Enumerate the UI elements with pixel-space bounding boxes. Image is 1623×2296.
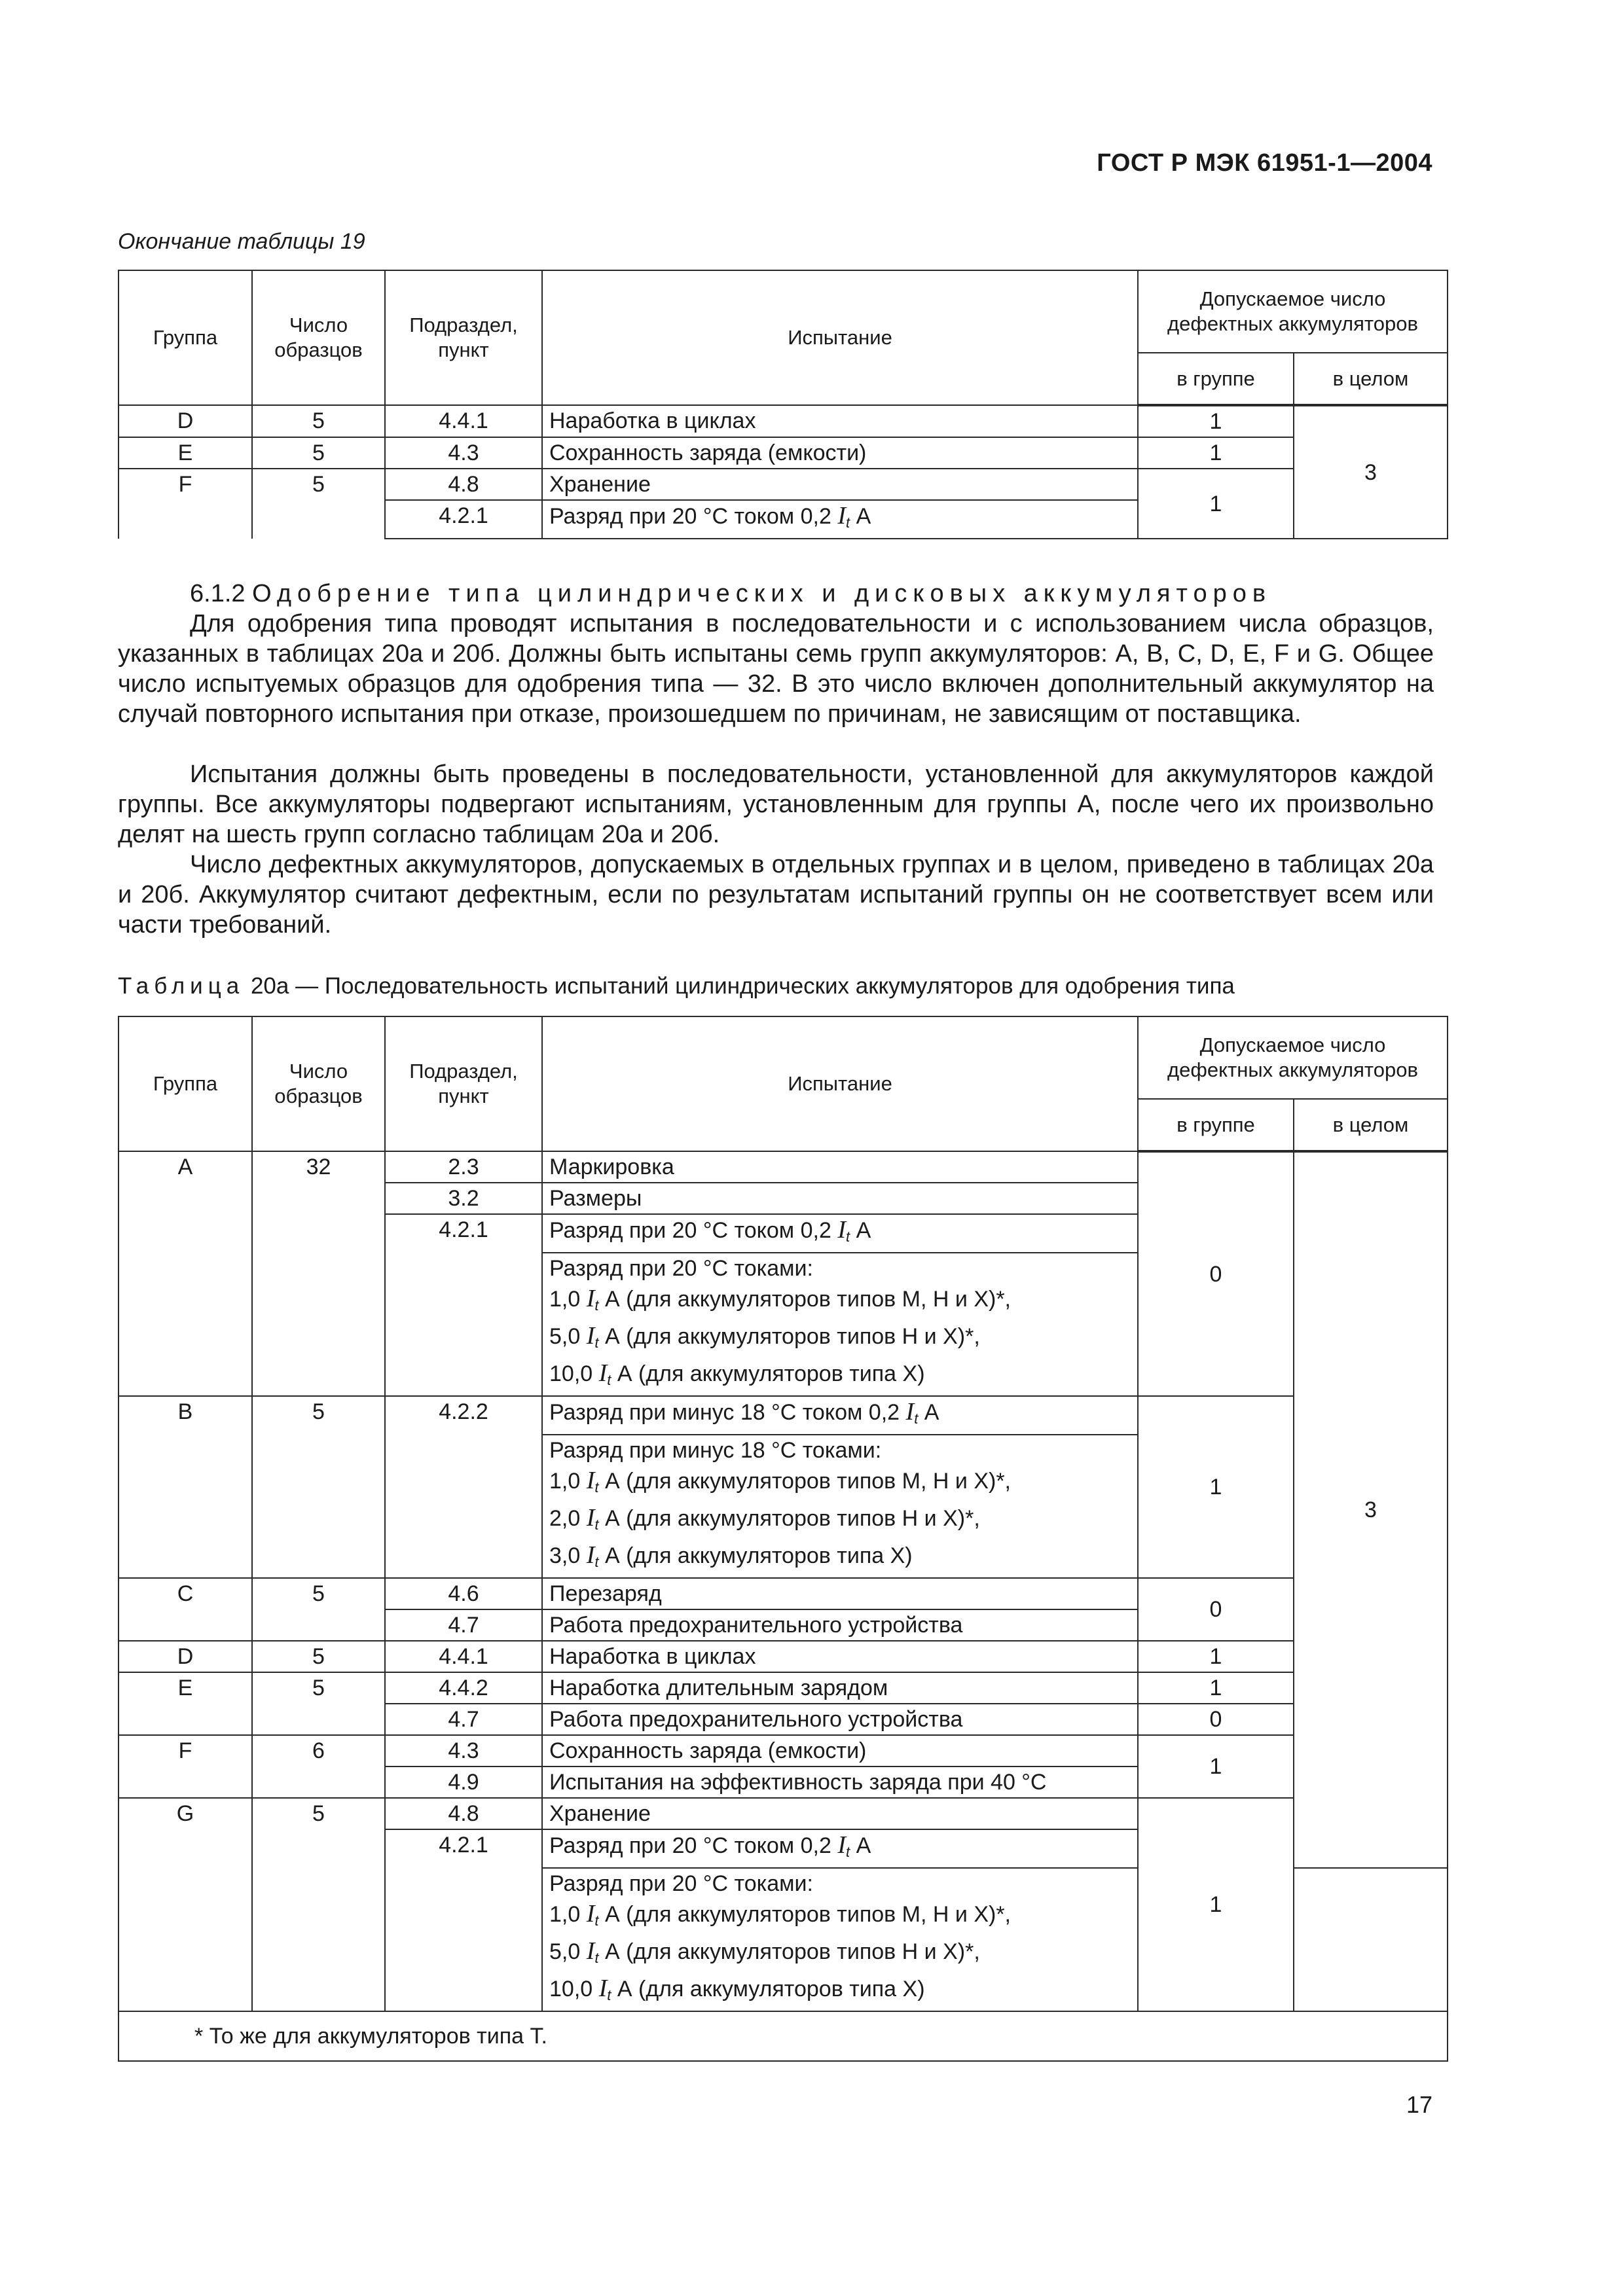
header-test: Испытание: [542, 1016, 1138, 1151]
section-number: 6.1.2: [190, 580, 246, 607]
table-continuation-label: Окончание таблицы 19: [118, 229, 365, 254]
cell-test: Работа предохранительного устройства: [542, 1609, 1138, 1641]
cell-clause: 3.2: [385, 1183, 542, 1214]
cell-test: Разряд при 20 °С током 0,2 $I_t$ А: [542, 500, 1138, 539]
cell-test: Разряд при 20 °С токами: 1,0 $I_t$ А (для аккумуляторов типов M, H и X)*, 5,0 $I_t$ А (для аккумуляторов типов H и X)*, 10,0 $I_t$ А (для аккумуляторов типа X): [542, 1253, 1138, 1396]
cell-clause: 4.3: [385, 437, 542, 469]
table-footnote-row: [119, 2011, 1448, 2061]
table-20a: [118, 1016, 1448, 2062]
table-20a-caption: [118, 973, 1235, 999]
cell-samples: 5: [252, 437, 385, 469]
header-in-group: в группе: [1138, 353, 1294, 405]
cell-clause: 4.4.1: [385, 405, 542, 437]
header-total: в целом: [1294, 1099, 1448, 1151]
cell-samples: 6: [252, 1735, 385, 1798]
page-number: 17: [1406, 2091, 1432, 2118]
header-samples: Число образцов: [252, 1016, 385, 1151]
table-footnote: * То же для аккумуляторов типа Т.: [119, 2011, 1448, 2061]
table-row: [119, 437, 1448, 469]
header-total: в целом: [1294, 353, 1448, 405]
cell-samples: 5: [252, 1578, 385, 1641]
cell-group: D: [119, 1641, 252, 1672]
cell-group: A: [119, 1151, 252, 1396]
paragraph-3: Число дефектных аккумуляторов, допускаемых в отдельных группах и в целом, приведено в таблицах 20а и 20б. Аккумулятор считают дефектным, если по результатам испытаний группы он не соответствует всем или части требований.: [118, 851, 1434, 939]
cell-in-group: 1: [1138, 437, 1294, 469]
cell-in-group: 1: [1138, 1735, 1294, 1798]
header-clause: Подраздел, пункт: [385, 270, 542, 405]
standard-header: ГОСТ Р МЭК 61951-1—2004: [1097, 149, 1432, 177]
cell-clause: 4.4.2: [385, 1672, 542, 1704]
cell-in-group: 1: [1138, 1396, 1294, 1578]
cell-group: G: [119, 1798, 252, 1829]
cell-test: Испытания на эффективность заряда при 40 °С: [542, 1767, 1138, 1798]
cell-test: Наработка в циклах: [542, 405, 1138, 437]
cell-clause: 4.2.1: [385, 500, 542, 539]
header-group: Группа: [119, 270, 252, 405]
cell-clause: 4.4.1: [385, 1641, 542, 1672]
header-test: Испытание: [542, 270, 1138, 405]
cell-test: Разряд при 20 °С током 0,2 $I_t$ А: [542, 1214, 1138, 1253]
cell-total: 3: [1294, 405, 1448, 539]
cell-clause: 2.3: [385, 1151, 542, 1183]
cell-samples: 5: [252, 1798, 385, 1829]
cell-samples: 5: [252, 1641, 385, 1672]
cell-clause: 4.8: [385, 469, 542, 500]
header-group: Группа: [119, 1016, 252, 1151]
cell-in-group: 0: [1138, 1704, 1294, 1735]
cell-clause: 4.3: [385, 1735, 542, 1767]
cell-samples: [252, 1829, 385, 2011]
cell-test: Перезаряд: [542, 1578, 1138, 1609]
cell-clause: 4.2.1: [385, 1829, 542, 2011]
header-samples: Число образцов: [252, 270, 385, 405]
cell-samples: 5: [252, 469, 385, 539]
cell-test: Разряд при минус 18 °С током 0,2 $I_t$ А: [542, 1396, 1138, 1435]
table-row: [119, 1672, 1448, 1704]
cell-test: Разряд при минус 18 °С токами: 1,0 $I_t$ А (для аккумуляторов типов M, H и X)*, 2,0 $I_t$ А (для аккумуляторов типов H и X)*, 3,0 $I_t$ А (для аккумуляторов типа X): [542, 1435, 1138, 1578]
cell-clause: 4.7: [385, 1704, 542, 1735]
cell-group: E: [119, 437, 252, 469]
table-row: [119, 1798, 1448, 1829]
paragraph-2: Испытания должны быть проведены в последовательности, установленной для аккумуляторов каждой группы. Все аккумуляторы подвергают испытаниям, установленным для группы А, после чего их произвольно делят на шесть групп согласно таблицам 20а и 20б.: [118, 761, 1434, 848]
header-allowed: Допускаемое число дефектных аккумуляторов: [1138, 270, 1448, 353]
cell-test: Наработка длительным зарядом: [542, 1672, 1138, 1704]
cell-test: Разряд при 20 °С токами: 1,0 $I_t$ А (для аккумуляторов типов M, H и X)*, 5,0 $I_t$ А (для аккумуляторов типов H и X)*, 10,0 $I_t$ А (для аккумуляторов типа X): [542, 1868, 1138, 2011]
caption-text: 20а — Последовательность испытаний цилиндрических аккумуляторов для одобрения типа: [250, 973, 1235, 999]
cell-test: Наработка в циклах: [542, 1641, 1138, 1672]
header-in-group: в группе: [1138, 1099, 1294, 1151]
cell-samples: 5: [252, 1396, 385, 1578]
table-row: [119, 1396, 1448, 1435]
section-heading: [118, 579, 1434, 609]
cell-test: Сохранность заряда (емкости): [542, 437, 1138, 469]
caption-word: Таблица: [118, 973, 245, 999]
cell-group: D: [119, 405, 252, 437]
table-row: [119, 1641, 1448, 1672]
table-row: [119, 1735, 1448, 1767]
table-row: [119, 1578, 1448, 1609]
header-clause: Подраздел, пункт: [385, 1016, 542, 1151]
header-allowed: Допускаемое число дефектных аккумуляторов: [1138, 1016, 1448, 1099]
cell-in-group: 1: [1138, 405, 1294, 437]
cell-in-group: 1: [1138, 1798, 1294, 2011]
cell-clause: 4.8: [385, 1798, 542, 1829]
cell-in-group: 0: [1138, 1151, 1294, 1396]
cell-clause: 4.7: [385, 1609, 542, 1641]
cell-group: C: [119, 1578, 252, 1641]
cell-group: F: [119, 469, 252, 539]
table-row: [119, 1151, 1448, 1183]
cell-test: Сохранность заряда (емкости): [542, 1735, 1138, 1767]
cell-group: [119, 1829, 252, 2011]
cell-in-group: 1: [1138, 469, 1294, 539]
cell-in-group: 1: [1138, 1641, 1294, 1672]
cell-test: Хранение: [542, 1798, 1138, 1829]
cell-clause: 4.2.2: [385, 1396, 542, 1578]
cell-group: F: [119, 1735, 252, 1798]
cell-total: 3: [1294, 1151, 1448, 1868]
cell-samples: 5: [252, 405, 385, 437]
cell-test: Работа предохранительного устройства: [542, 1704, 1138, 1735]
paragraph-1: Для одобрения типа проводят испытания в последовательности и с использованием числа образцов, указанных в таблицах 20а и 20б. Должны быть испытаны семь групп аккумуляторов: А, B, C, D, E, F и G. Общее число испытуемых образцов для одобрения типа — 32. В это число включен дополнительный аккумулятор на случай повторного испытания при отказе, произошедшем по причинам, не зависящим от поставщика.: [118, 610, 1434, 728]
table-row: [119, 469, 1448, 500]
table-row: [119, 405, 1448, 437]
cell-test: Хранение: [542, 469, 1138, 500]
cell-test: Маркировка: [542, 1151, 1138, 1183]
cell-samples: 5: [252, 1672, 385, 1735]
section-title: Одобрение типа цилиндрических и дисковых аккумуляторов: [252, 580, 1272, 607]
cell-samples: 32: [252, 1151, 385, 1396]
cell-clause: 4.2.1: [385, 1214, 542, 1396]
cell-clause: 4.6: [385, 1578, 542, 1609]
cell-group: E: [119, 1672, 252, 1735]
cell-group: B: [119, 1396, 252, 1578]
cell-in-group: 1: [1138, 1672, 1294, 1704]
cell-test: Разряд при 20 °С током 0,2 $I_t$ А: [542, 1829, 1138, 1868]
cell-clause: 4.9: [385, 1767, 542, 1798]
cell-in-group: 0: [1138, 1578, 1294, 1641]
cell-test: Размеры: [542, 1183, 1138, 1214]
table-19: [118, 270, 1448, 539]
